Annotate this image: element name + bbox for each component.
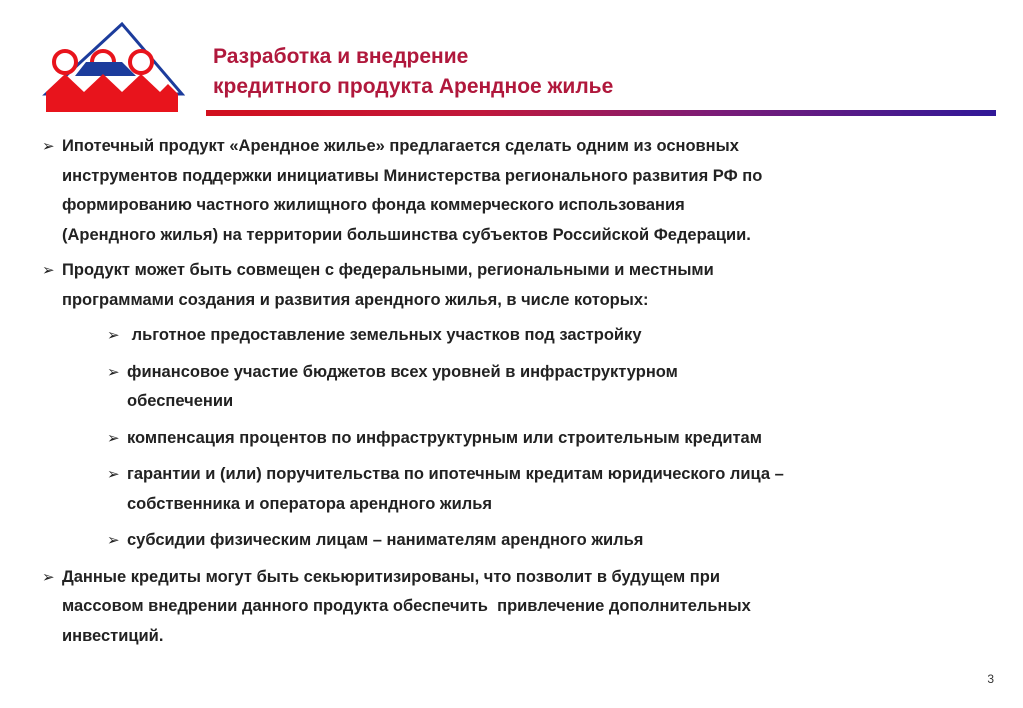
sub-list-item [107, 358, 992, 417]
page-title [213, 42, 613, 102]
housing-logo-icon [40, 20, 185, 120]
arrow-bullet-icon: ➢ [107, 466, 120, 483]
arrow-bullet-icon: ➢ [107, 532, 120, 549]
bullet-line: инструментов поддержки инициативы Министерства регионального развития РФ по [62, 166, 763, 185]
bullet-line: субсидии физическим лицам – нанимателям арендного жилья [127, 531, 644, 549]
title-divider [206, 110, 996, 116]
arrow-bullet-icon: ➢ [42, 262, 55, 279]
sub-list-item [107, 321, 992, 351]
bullet-line: обеспечении [127, 392, 234, 410]
bullet-line: льготное предоставление земельных участков под застройку [127, 326, 642, 344]
sub-list-item [107, 460, 992, 519]
bullet-line: Ипотечный продукт «Арендное жилье» предлагается сделать одним из основных [62, 137, 739, 155]
bullet-line: гарантии и (или) поручительства по ипотечным кредитам юридического лица – [127, 465, 784, 483]
title-line-1: Разработка и внедрение [213, 45, 469, 68]
bullet-line: Данные кредиты могут быть секьюритизированы, что позволит в будущем при [62, 567, 720, 586]
sub-list-item [107, 526, 992, 556]
arrow-bullet-icon: ➢ [107, 327, 120, 344]
bullet-line: массовом внедрении данного продукта обеспечить привлечение дополнительных [62, 597, 751, 615]
list-item [42, 132, 992, 250]
list-item [42, 563, 992, 652]
arrow-bullet-icon: ➢ [107, 429, 120, 447]
slide-content [42, 132, 992, 657]
bullet-line: программами создания и развития арендного жилья, в числе которых: [62, 290, 649, 309]
bullet-line: формированию частного жилищного фонда коммерческого использования [62, 196, 685, 214]
title-line-2: кредитного продукта Арендное жилье [213, 75, 614, 98]
arrow-bullet-icon: ➢ [42, 138, 55, 155]
bullet-line: (Арендного жилья) на территории большинства субъектов Российской Федерации. [62, 225, 751, 244]
list-item [42, 256, 992, 315]
bullet-line: финансовое участие бюджетов всех уровней в инфраструктурном [127, 362, 678, 381]
sub-list-item [107, 424, 992, 454]
page-number: 3 [987, 672, 994, 686]
bullet-line: компенсация процентов по инфраструктурным или строительным кредитам [127, 428, 762, 447]
arrow-bullet-icon: ➢ [107, 363, 120, 381]
arrow-bullet-icon: ➢ [42, 568, 55, 586]
bullet-line: Продукт может быть совмещен с федеральными, региональными и местными [62, 261, 714, 279]
bullet-line: инвестиций. [62, 626, 164, 645]
bullet-line: собственника и оператора арендного жилья [127, 494, 492, 513]
